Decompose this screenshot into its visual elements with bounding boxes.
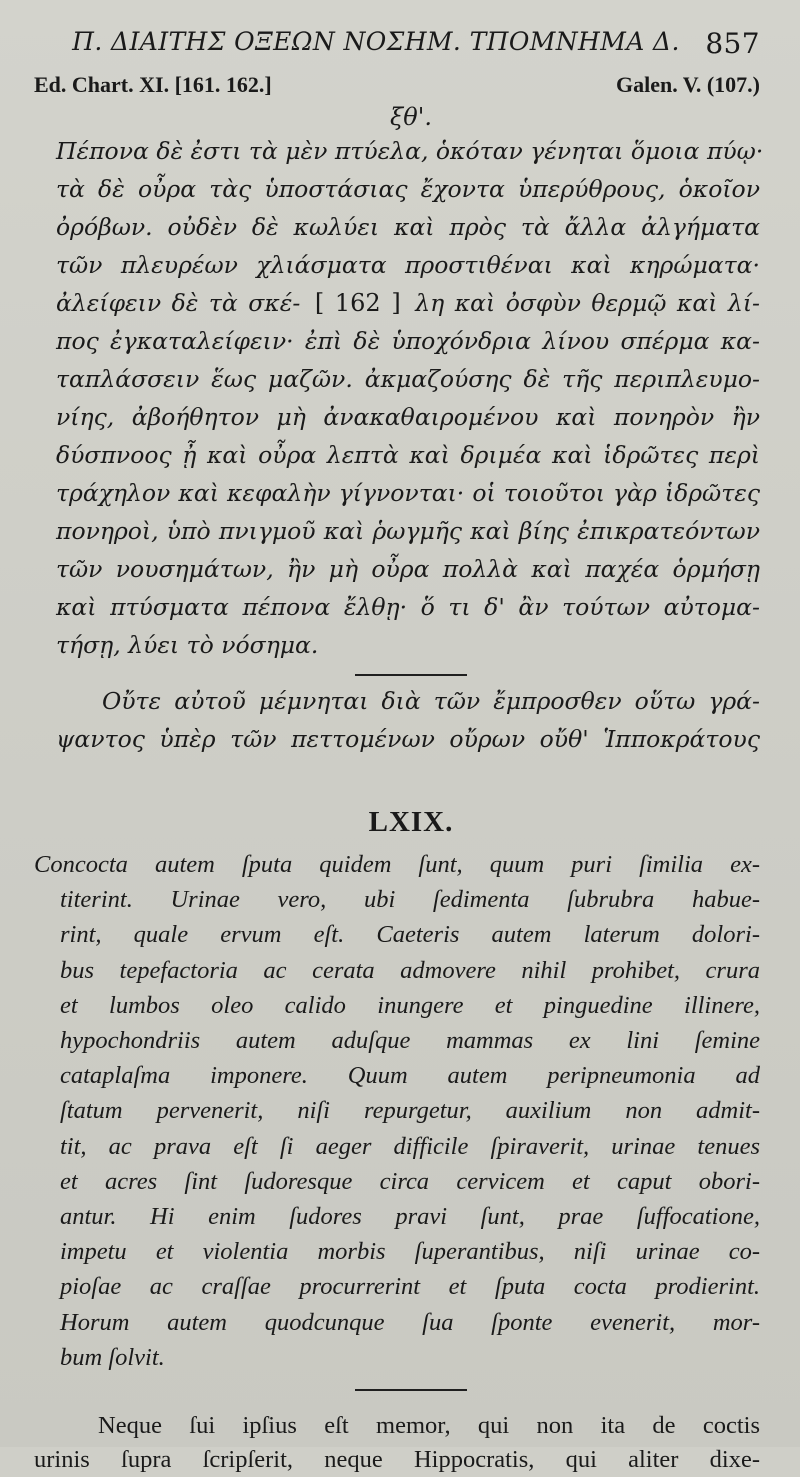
latin-line: Horum autem quodcunque ſua ſponte evenerit, mor-: [60, 1308, 760, 1336]
greek-line: ταπλάσσειν ἕως μαζῶν. ἀκμαζούσης δὲ τῆς περιπλευμο-: [56, 365, 760, 393]
greek-line: τῶν νουσημάτων, ἢν μὴ οὖρα πολλὰ καὶ παχέα ὁρμήσῃ: [56, 555, 760, 583]
latin-line: bum ſolvit.: [60, 1343, 165, 1371]
edition-right: Galen. V. (107.): [615, 72, 760, 97]
greek-line: τράχηλον καὶ κεφαλὴν γίγνονται· οἱ τοιοῦτοι γὰρ ἱδρῶτες: [56, 479, 760, 507]
chapter-heading: LXIX.: [368, 806, 454, 838]
latin-line: hypochondriis autem aduſque mammas ex lini ſemine: [60, 1027, 760, 1055]
latin-line: rint, quale ervum eſt. Caeteris autem laterum dolori-: [60, 921, 760, 949]
section-divider: [355, 674, 467, 676]
latin-line: titerint. Urinae vero, ubi ſedimenta ſubrubra habue-: [60, 886, 760, 914]
greek-line-part: λη καὶ ὀσφὺν θερμῷ καὶ λί-: [415, 289, 760, 317]
latin-line: tit, ac prava eſt ſi aeger difficile ſpiraverit, urinae tenues: [60, 1132, 760, 1160]
greek-aphorism: [56, 132, 764, 664]
page-number: 857: [705, 27, 760, 60]
greek-commentary: [56, 682, 760, 758]
greek-line: τήσῃ, λύει τὸ νόσημα.: [56, 631, 319, 659]
running-title: Π. ΔΙΑΙΤΗΣ ΟΞΕΩΝ ΝΟΣΗΜ. ΤΠΟΜΝΗΜΑ Δ.: [72, 27, 680, 56]
latin-line: et lumbos oleo calido inungere et pinguedine illinere,: [60, 991, 760, 1019]
greek-line: Πέπονα δὲ ἐστι τὰ μὲν πτύελα, ὁκόταν γένηται ὅμοια πύῳ·: [56, 137, 764, 165]
greek-line: δύσπνοος ᾖ καὶ οὖρα λεπτὰ καὶ δριμέα καὶ ἱδρῶτες περὶ: [56, 441, 760, 469]
greek-line: τῶν πλευρέων χλιάσματα προστιθέναι καὶ κηρώματα·: [56, 251, 760, 279]
page-bracket-reference: [ 162 ]: [314, 289, 401, 317]
latin-line: Concocta autem ſputa quidem ſunt, quum puri ſimilia ex-: [34, 851, 760, 878]
latin-line: bus tepefactoria ac cerata admovere nihil prohibet, crura: [60, 956, 760, 984]
latin-line: et acres ſint ſudoresque circa cervicem et caput obori-: [60, 1167, 760, 1195]
greek-comment-line: ψαντος ὑπὲρ τῶν πεττομένων οὔρων οὔθ' Ἱπποκράτους: [56, 725, 760, 753]
greek-line: νίης, ἀβοήθητον μὴ ἀνακαθαιρομένου καὶ πονηρὸν ἢν: [56, 403, 760, 431]
latin-comment-line: Neque ſui ipſius eſt memor, qui non ita de coctis: [98, 1412, 760, 1440]
greek-comment-line: Οὔτε αὐτοῦ μέμνηται διὰ τῶν ἔμπροσθεν οὕτω γρά-: [102, 687, 760, 715]
latin-line: ſtatum pervenerit, niſi repurgetur, auxilium non admit-: [60, 1097, 760, 1125]
edition-left: Ed. Chart. XI. [161. 162.]: [34, 72, 272, 97]
running-header: [62, 22, 760, 62]
greek-line-part: ἀλείφειν δὲ τὰ σκέ-: [56, 289, 301, 317]
latin-line: cataplaſma imponere. Quum autem peripneumonia ad: [60, 1062, 760, 1090]
latin-line: impetu et violentia morbis ſuperantibus, niſi urinae co-: [60, 1238, 760, 1266]
greek-line: τὰ δὲ οὖρα τὰς ὑποστάσιας ἔχοντα ὑπερύθρους, ὁκοῖον: [56, 175, 760, 203]
latin-line: pioſae ac craſſae procurrerint et ſputa cocta prodierint.: [60, 1273, 760, 1301]
greek-line: πος ἐγκαταλείφειν· ἐπὶ δὲ ὑποχόνδρια λίνου σπέρμα κα-: [56, 327, 760, 355]
section-number: ξθ'.: [390, 103, 432, 131]
greek-line-with-bracket: [56, 284, 760, 322]
latin-translation: [34, 847, 760, 1375]
greek-line: πονηροὶ, ὑπὸ πνιγμοῦ καὶ ῥωγμῆς καὶ βίης ἐπικρατεόντων: [56, 517, 760, 545]
greek-line: ὀρόβων. οὐδὲν δὲ κωλύει καὶ πρὸς τὰ ἄλλα ἀλγήματα: [56, 213, 760, 241]
latin-commentary: [34, 1409, 760, 1477]
latin-line: antur. Hi enim ſudores pravi ſunt, prae ſuffocatione,: [60, 1203, 760, 1231]
section-divider: [355, 1389, 467, 1391]
latin-comment-line: urinis ſupra ſcripſerit, neque Hippocratis, qui aliter dixe-: [34, 1446, 760, 1474]
edition-line: [34, 68, 760, 102]
greek-line: καὶ πτύσματα πέπονα ἔλθῃ· ὅ τι δ' ἂν τούτων αὐτομα-: [56, 593, 760, 621]
